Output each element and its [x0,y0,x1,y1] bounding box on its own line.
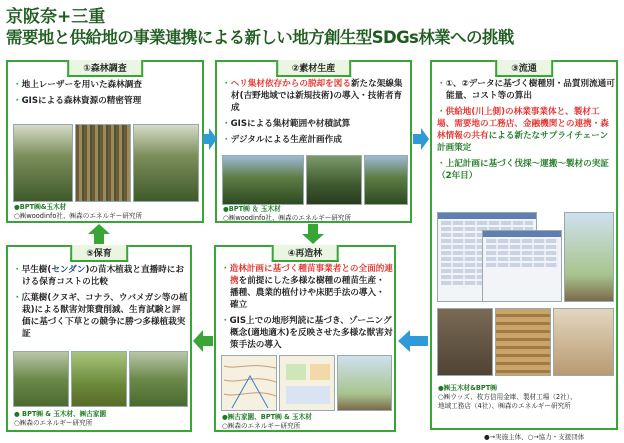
photo-yarder-machine [364,155,408,205]
panel-reforestation [214,245,396,432]
page-title-region: 京阪奈+三重 [6,7,106,27]
photo-sawmill [437,308,493,376]
panel-text [222,78,408,150]
panel-tab-material-production: ②素材生産 [276,60,352,77]
photo-standing-tree [564,212,614,302]
photo-timber-logs [495,308,551,376]
credit-executor: ●㈱玉木材&BPT㈱ [438,384,497,392]
credit-supporter-2: 地域工務店（4社）、㈱森のエネルギー研究所 [438,402,571,410]
photo-planting-site [71,351,127,407]
arrow-right-icon [203,128,217,150]
bullet-laser-survey: ・ 地上レーザーを用いた森林調査 [13,79,199,91]
bullet-broadleaf: ・ 広葉樹(クヌギ、コナラ、ウバメガシ等の植栽)による獣害対策費削減、生育試験と評価に基づく下草との競争に勝つ多様植栽実証 [13,292,189,340]
panel-text [437,78,615,186]
bullet-zoning-protection: ・ GIS上での地形判読に基づき、ゾーニング概念(適地適木)を反映させた多様な獣害対策手法の導入 [221,315,393,351]
credit-executor: ●㈱古家園、BPT㈱ & 玉木材 [222,413,312,421]
arrow-left-icon [193,330,213,352]
image-zoning-diagram [279,355,335,411]
bullet-digital-plan: ・ デジタルによる生産計画作成 [222,134,408,146]
photo-forest-road [306,155,362,205]
panel-credit [438,384,577,411]
arrow-up-icon [88,224,110,244]
bullet-gis-management: ・ GISによる森林資源の精密管理 [13,95,199,107]
supply-chain-text: ・ 供給地(川上側)の林業事業体と、製材工場、需要地の工務店、金融機関との連携・森林情報の共有による新たなサプライチェーン計画策定 [437,106,615,154]
photo-fenced-seedlings [337,355,392,411]
credit-supporter: ○㈱woodinfo社、㈱森のエネルギー研究所 [223,214,352,222]
panel-text [13,79,199,111]
arrow-left-icon [398,330,428,352]
panel-credit [14,203,142,221]
panel-credit [14,410,106,428]
credit-executor: ● BPT㈱ & 玉木材、㈱古家園 [14,410,107,418]
photo-seedling-slope [13,351,69,407]
panel-material-production [215,60,412,223]
photo-tree-trunks [75,124,131,202]
credit-supporter: ○㈱森のエネルギー研究所 [222,422,301,430]
image-terrain-map [221,355,277,411]
panel-forest-survey [6,60,204,223]
bullet-cable-yarding: ・ ヘリ集材依存からの脱却を図る新たな架線集材(吉野地域では新規技術)の導入・技術者育成 [222,78,408,114]
demo-text: ・ 上記計画に基づく伐採～運搬～製材の実証（2年目） [437,158,615,182]
panel-tab-forest-survey: ①森林調査 [67,60,143,77]
bullet-gis-volume: ・ GISによる集材範囲や材積試算 [222,118,408,130]
bullet-data-calc: ・ ①、②データに基づく樹種別・品質別流通可能量、コスト等の算出 [437,78,615,102]
bullet-fast-growing: ・ 早生樹(センダン)の苗木植栽と直播時における保育コストの比較 [13,264,189,288]
page-title-main: 需要地と供給地の事業連携による新しい地方創生型SDGs林業への挑戦 [6,28,514,47]
photo-cable-logging [222,155,304,205]
credit-executor: ●BPT㈱&玉木材 [14,203,67,211]
arrow-down-icon [302,224,324,244]
credit-supporter: ○㈱woodinfo社、㈱森のエネルギー研究所 [14,212,143,220]
photo-survey-device [133,124,199,202]
panel-tab-reforestation: ④再造林 [272,245,339,262]
panel-distribution [430,60,618,430]
panel-text [13,264,189,344]
screenshot-software-window [482,230,562,302]
credit-executor: ●BPT㈱ ＆ 玉木材 [223,205,281,213]
arrow-right-icon [413,128,429,150]
panel-credit [223,205,351,223]
photo-young-trees [129,351,188,407]
bullet-seedling-partnership: ・ 造林計画に基づく種苗事業者との全面的連携を前提にした多様な樹種の種苗生産・播種、農業的植付けや床肥手法の導入・確立 [221,263,393,311]
credit-supporter: ○㈱森のエネルギー研究所 [14,419,93,427]
panel-credit [222,413,312,431]
panel-text [221,263,393,355]
photo-forest-floor [13,124,73,202]
panel-tab-distribution: ③流通 [495,60,553,77]
panel-tending [6,245,192,432]
legend: ●→実施主体、○→協力・支援団体 [484,433,585,441]
panel-tab-tending: ⑤保育 [70,245,128,262]
credit-supporter-1: ○㈱ウッズ、枚方信用金庫、製材工場（2社）、 [438,393,577,401]
photo-wooden-interior [553,308,614,376]
